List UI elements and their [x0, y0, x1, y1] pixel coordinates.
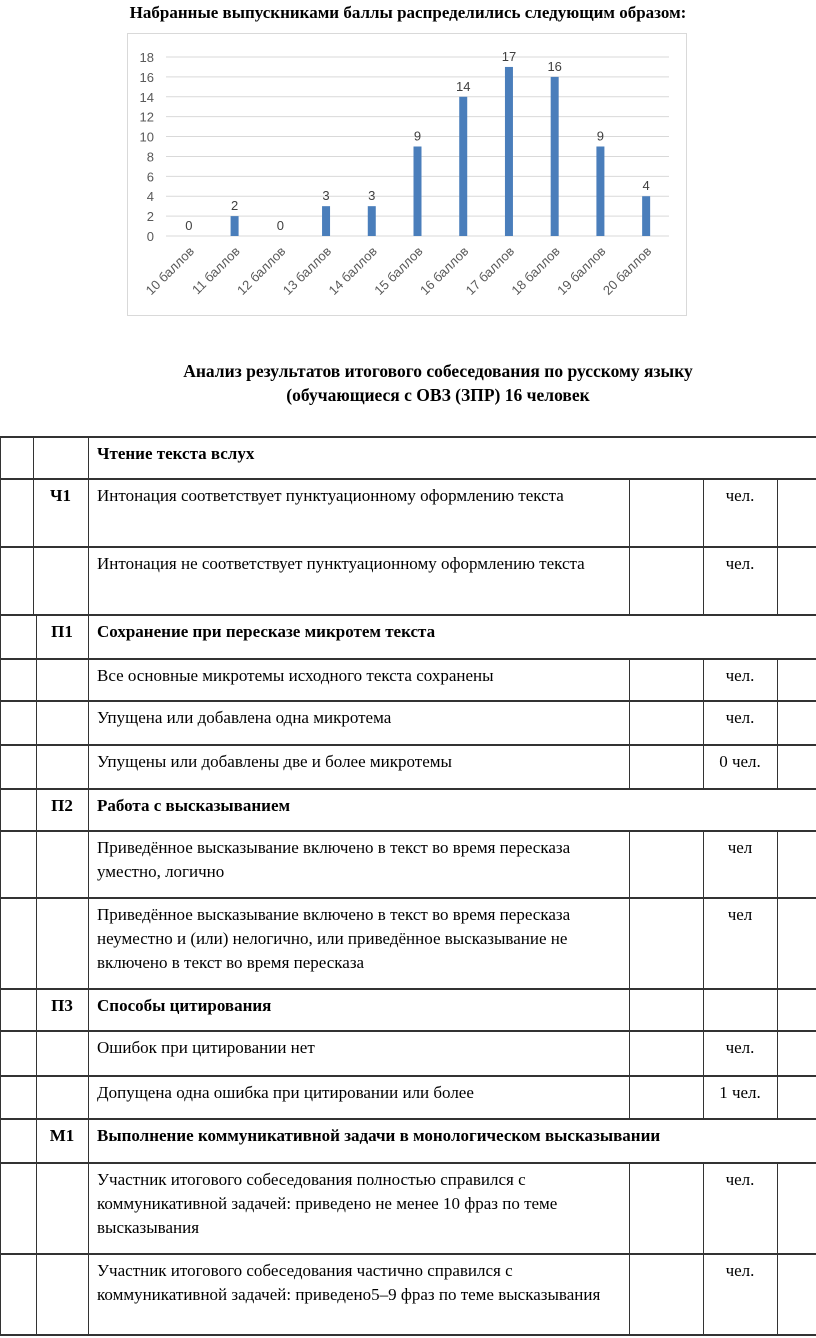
criterion-text: Участник итогового собеседования полностью справился с коммуникативной задачей: приведено не менее 10 фраз по теме высказывания: [97, 1170, 558, 1237]
table-border: [0, 788, 1, 830]
table-border: [88, 788, 89, 830]
table-border: [777, 897, 778, 988]
bar: [596, 147, 604, 237]
table-border: [777, 1075, 778, 1118]
chart-svg: [128, 34, 686, 315]
x-tick-label: 16 баллов: [416, 243, 472, 298]
table-border: [88, 546, 89, 614]
table-border: [629, 658, 630, 700]
row-code: Ч1: [50, 486, 71, 505]
table-border: [88, 478, 89, 546]
criterion-text: Интонация соответствует пунктуационному оформлению текста: [97, 486, 564, 505]
table-border: [777, 988, 778, 1030]
table-border: [0, 658, 1, 700]
table-border: [88, 436, 89, 478]
bar-chart: [127, 33, 687, 316]
y-tick-label: 16: [139, 69, 154, 85]
table-border: [0, 700, 1, 744]
y-tick-label: 18: [139, 50, 154, 65]
table-border: [0, 897, 1, 988]
table-border: [88, 1030, 89, 1075]
table-border: [629, 988, 630, 1030]
table-border: [88, 830, 89, 897]
section-title: Работа с высказыванием: [97, 796, 291, 815]
bar: [505, 67, 513, 236]
bar: [322, 206, 330, 236]
table-border: [629, 1030, 630, 1075]
table-border: [88, 658, 89, 700]
table-border: [33, 436, 34, 478]
data-label: 0: [276, 218, 284, 233]
x-tick-label: 12 баллов: [234, 243, 289, 298]
data-label: 3: [322, 188, 330, 204]
table-border: [0, 1075, 1, 1118]
y-tick-label: 6: [146, 169, 154, 185]
count-value: чел.: [725, 708, 755, 727]
table-border: [0, 988, 816, 990]
y-tick-label: 12: [139, 109, 154, 125]
criterion-text: Допущена одна ошибка при цитировании или более: [97, 1083, 474, 1102]
table-border: [629, 744, 630, 788]
criterion-text: Приведённое высказывание включено в текст во время пересказа уместно, логично: [97, 838, 571, 881]
table-border: [0, 1162, 1, 1253]
x-tick-label: 10 баллов: [142, 243, 197, 298]
section-title: Сохранение при пересказе микротем текста: [97, 622, 436, 641]
table-border: [0, 1075, 816, 1077]
table-border: [629, 700, 630, 744]
y-tick-label: 10: [139, 129, 154, 145]
table-border: [0, 1030, 816, 1032]
y-tick-label: 14: [139, 89, 154, 105]
y-tick-label: 0: [146, 229, 154, 244]
data-label: 14: [455, 78, 471, 94]
table-border: [36, 1162, 37, 1253]
table-border: [0, 830, 816, 832]
bar: [368, 206, 376, 236]
table-border: [0, 1253, 816, 1255]
table-border: [0, 1118, 1, 1162]
table-border: [777, 1030, 778, 1075]
table-border: [33, 546, 34, 614]
criterion-text: Ошибок при цитировании нет: [97, 1038, 315, 1057]
table-border: [777, 658, 778, 700]
row-code: П1: [51, 622, 73, 641]
table-border: [88, 988, 89, 1030]
row-code: М1: [49, 1126, 75, 1145]
table-border: [777, 830, 778, 897]
table-border: [88, 1075, 89, 1118]
table-border: [0, 436, 1, 478]
table-border: [36, 897, 37, 988]
row-code: П2: [51, 796, 73, 815]
bar: [642, 196, 650, 236]
table-border: [777, 700, 778, 744]
analysis-subheading: (обучающиеся с ОВЗ (ЗПР) 16 человек: [286, 385, 590, 405]
table-border: [0, 478, 1, 546]
x-tick-label: 17 баллов: [462, 243, 518, 298]
table-border: [36, 700, 37, 744]
y-tick-label: 4: [146, 189, 154, 205]
table-border: [88, 614, 89, 658]
bar: [231, 216, 239, 236]
data-label: 2: [230, 198, 239, 214]
table-border: [0, 436, 816, 438]
x-tick-label: 20 баллов: [599, 243, 655, 298]
table-border: [0, 546, 816, 548]
criterion-text: Упущена или добавлена одна микротема: [97, 708, 392, 727]
table-border: [629, 546, 630, 614]
table-border: [88, 700, 89, 744]
table-border: [0, 1162, 816, 1164]
table-border: [0, 478, 816, 480]
table-border: [0, 658, 816, 660]
data-label: 16: [547, 58, 562, 74]
table-border: [0, 1334, 816, 1336]
count-value: чел.: [725, 1170, 755, 1189]
table-border: [36, 744, 37, 788]
table-border: [777, 1162, 778, 1253]
table-border: [36, 830, 37, 897]
table-border: [88, 897, 89, 988]
data-label: 9: [413, 128, 422, 144]
bar: [551, 77, 559, 236]
table-border: [36, 1030, 37, 1075]
table-border: [0, 546, 1, 614]
y-tick-label: 2: [146, 209, 154, 225]
data-label: 17: [501, 48, 517, 64]
table-border: [629, 1075, 630, 1118]
criterion-text: Все основные микротемы исходного текста сохранены: [97, 666, 494, 685]
table-border: [0, 1118, 816, 1120]
analysis-heading: Анализ результатов итогового собеседования по русскому языку: [183, 361, 693, 381]
criterion-text: Участник итогового собеседования частично справился с коммуникативной задачей: приведено5–9 фраз по теме высказывания: [97, 1261, 601, 1304]
criterion-text: Интонация не соответствует пунктуационному оформлению текста: [97, 554, 585, 573]
table-border: [777, 478, 778, 546]
table-border: [0, 988, 1, 1030]
x-tick-label: 11 баллов: [189, 243, 243, 298]
x-tick-label: 14 баллов: [325, 243, 380, 298]
bar: [414, 147, 422, 237]
count-value: чел.: [725, 554, 755, 573]
section-title: Выполнение коммуникативной задачи в монологическом высказывании: [97, 1126, 661, 1145]
table-border: [629, 1253, 630, 1334]
chart-title: Набранные выпускниками баллы распределились следующим образом:: [129, 3, 687, 22]
table-border: [0, 744, 1, 788]
criterion-text: Приведённое высказывание включено в текст во время пересказа неуместно и (или) нелогично, или приведённое высказывание не включено в текст во время пересказа: [97, 905, 571, 972]
x-tick-label: 19 баллов: [554, 243, 609, 298]
count-value: 0 чел.: [719, 752, 761, 771]
table-border: [88, 1162, 89, 1253]
x-tick-label: 18 баллов: [508, 243, 563, 298]
count-value: чел.: [725, 1261, 755, 1280]
count-value: чел.: [725, 666, 755, 685]
data-label: 0: [185, 218, 193, 233]
table-border: [88, 1253, 89, 1334]
count-value: чел: [727, 905, 753, 924]
table-border: [777, 744, 778, 788]
x-tick-label: 13 баллов: [279, 243, 335, 298]
data-label: 3: [368, 188, 376, 204]
count-value: чел.: [725, 1038, 755, 1057]
table-border: [703, 988, 704, 1030]
table-border: [88, 1118, 89, 1162]
table-border: [0, 897, 816, 899]
table-border: [88, 744, 89, 788]
table-border: [629, 1162, 630, 1253]
table-border: [0, 1030, 1, 1075]
section-title: Способы цитирования: [97, 996, 272, 1015]
count-value: чел: [727, 838, 753, 857]
table-border: [0, 830, 1, 897]
table-border: [0, 614, 816, 616]
table-border: [629, 897, 630, 988]
table-border: [36, 1253, 37, 1334]
row-code: П3: [51, 996, 73, 1015]
section-title: Чтение текста вслух: [97, 444, 255, 463]
table-border: [0, 700, 816, 702]
criterion-text: Упущены или добавлены две и более микротемы: [97, 752, 452, 771]
table-border: [36, 658, 37, 700]
bar: [459, 97, 467, 236]
count-value: чел.: [725, 486, 755, 505]
table-border: [0, 1253, 1, 1334]
table-border: [777, 1253, 778, 1334]
table-border: [629, 830, 630, 897]
table-border: [0, 788, 816, 790]
data-label: 4: [642, 178, 650, 194]
table-border: [629, 478, 630, 546]
count-value: 1 чел.: [719, 1083, 761, 1102]
table-border: [0, 744, 816, 746]
data-label: 9: [596, 128, 605, 144]
table-border: [0, 614, 1, 658]
x-tick-label: 15 баллов: [371, 243, 426, 298]
y-tick-label: 8: [146, 149, 154, 165]
table-border: [36, 1075, 37, 1118]
table-border: [777, 546, 778, 614]
